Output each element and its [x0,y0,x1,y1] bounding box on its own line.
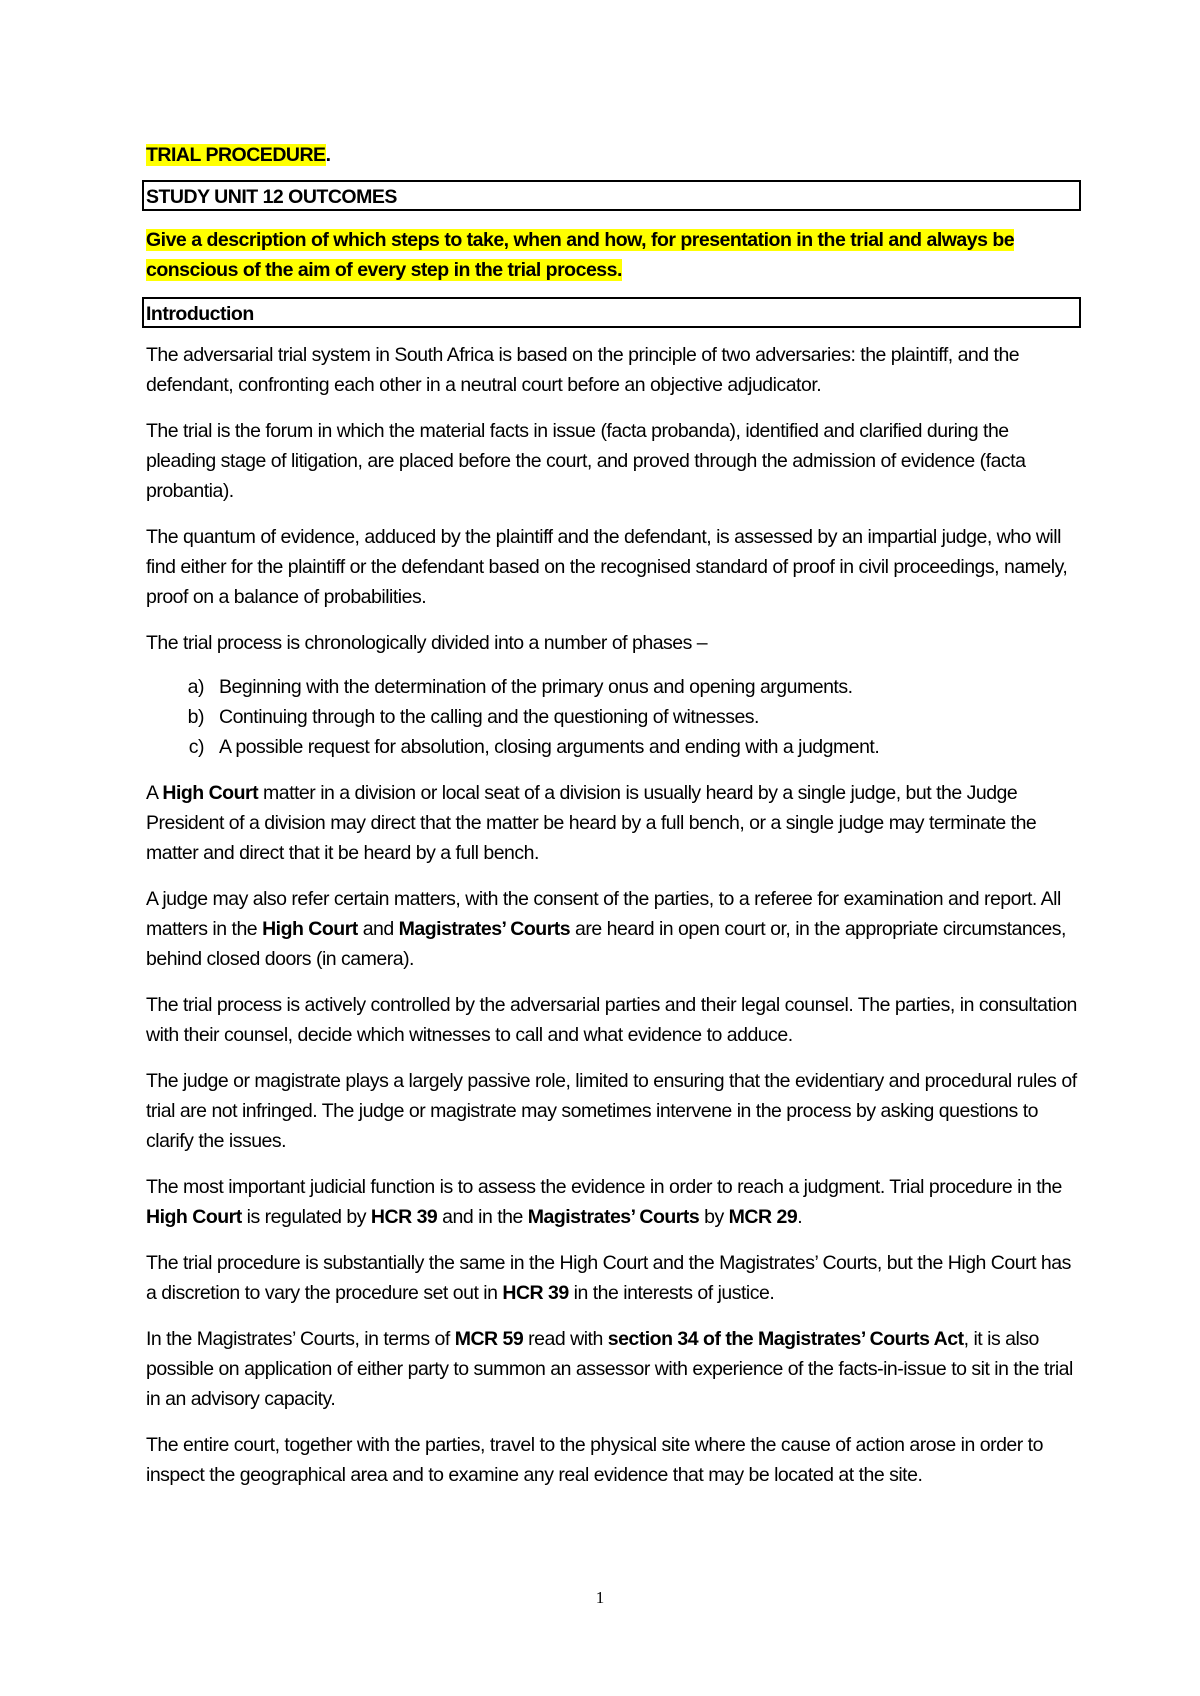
text-run: . [797,1206,803,1228]
paragraph-judge-passive-role: The judge or magistrate plays a largely passive role, limited to ensuring that the evidentiary and procedural rules of trial are not infringed. The judge or magistrate may sometimes intervene in the process by asking questions to clarify the issues. [146,1070,1077,1152]
text-run: The most important judicial function is to assess the evidence in order to reach a judgment. Trial procedure in the [146,1176,1062,1198]
text-run: The trial procedure is substantially the same in the High Court and the Magistrates’ Courts, but the High Court has a discretion to vary the procedure set out in [146,1252,1071,1304]
list-item [146,702,1078,732]
list-item [146,732,1078,762]
bold-term: section 34 of the Magistrates’ Courts Act [607,1328,964,1350]
text-run: In the Magistrates’ Courts, in terms of [146,1328,455,1350]
paragraph-phases-intro: The trial process is chronologically divided into a number of phases – [146,632,708,654]
list-marker: a) [187,676,204,698]
document-body [146,140,1078,1506]
text-run: matter in a division or local seat of a division is usually heard by a single judge, but the Judge President of a division may direct that the matter be heard by a full bench, or a single judge may terminate the matter and direct that it be heard by a full bench. [146,782,1037,864]
bold-term: High Court [262,918,358,940]
paragraph-procedure-same [146,1248,1078,1308]
text-run: by [699,1206,729,1228]
list-marker: c) [188,736,204,758]
bold-term: HCR 39 [502,1282,569,1304]
list-item [146,672,1078,702]
bold-term: High Court [162,782,259,804]
bold-term: MCR 59 [454,1328,524,1350]
list-item-text: Beginning with the determination of the primary onus and opening arguments. [219,676,853,698]
paragraph-judicial-function [146,1172,1078,1232]
text-run: read with [523,1328,608,1350]
paragraph-site-inspection: The entire court, together with the parties, travel to the physical site where the cause of action arose in order to inspect the geographical area and to examine any real evidence that may be located at the site. [146,1434,1043,1486]
text-run: is regulated by [241,1206,371,1228]
text-run: are heard in open court or, in the appropriate circumstances, behind closed doors (in camera). [146,918,1066,970]
outcome-statement [146,225,1078,285]
text-run: and in the [437,1206,528,1228]
paragraph-quantum-of-evidence: The quantum of evidence, adduced by the plaintiff and the defendant, is assessed by an impartial judge, who will find either for the plaintiff or the defendant based on the recognised standard of proof in civil proceedings, namely, proof on a balance of probabilities. [146,526,1068,608]
paragraph-referee-open-court [146,884,1078,974]
title-highlight: TRIAL PROCEDURE [146,144,326,166]
bold-term: Magistrates’ Courts [527,1206,700,1228]
paragraph-assessor [146,1324,1078,1414]
phases-list [146,672,1078,762]
text-run: and [357,918,399,940]
page-number: 1 [595,1588,605,1607]
introduction-heading-box: Introduction [142,297,1081,328]
text-run: A judge may also refer certain matters, with the consent of the parties, to a referee for examination and report. All matters in the [146,888,1061,940]
paragraph-trial-forum: The trial is the forum in which the material facts in issue (facta probanda), identified and clarified during the pleading stage of litigation, are placed before the court, and proved through the admission of evidence (facta probantia). [146,420,1026,502]
text-run: , it is also possible on application of either party to summon an assessor with experience of the facts-in-issue to sit in the trial in an advisory capacity. [146,1328,1073,1410]
text-run: A [146,782,163,804]
title-period: . [325,144,331,166]
bold-term: Magistrates’ Courts [398,918,571,940]
list-marker: b) [187,706,204,728]
bold-term: MCR 29 [728,1206,798,1228]
document-title [146,140,1078,170]
outcomes-heading-box: STUDY UNIT 12 OUTCOMES [142,180,1081,211]
paragraph-high-court-bench [146,778,1078,868]
list-item-text: A possible request for absolution, closing arguments and ending with a judgment. [219,736,880,758]
paragraph-parties-control: The trial process is actively controlled by the adversarial parties and their legal counsel. The parties, in consultation with their counsel, decide which witnesses to call and what evidence to adduce. [146,994,1077,1046]
text-run: in the interests of justice. [568,1282,775,1304]
list-item-text: Continuing through to the calling and the questioning of witnesses. [219,706,759,728]
paragraph-adversarial-system: The adversarial trial system in South Africa is based on the principle of two adversaries: the plaintiff, and the defendant, confronting each other in a neutral court before an objective adjudicator. [146,344,1020,396]
outcome-highlight: Give a description of which steps to take, when and how, for presentation in the trial and always be conscious of the aim of every step in the trial process. [146,229,1015,281]
bold-term: HCR 39 [370,1206,438,1228]
bold-term: High Court [146,1206,242,1228]
